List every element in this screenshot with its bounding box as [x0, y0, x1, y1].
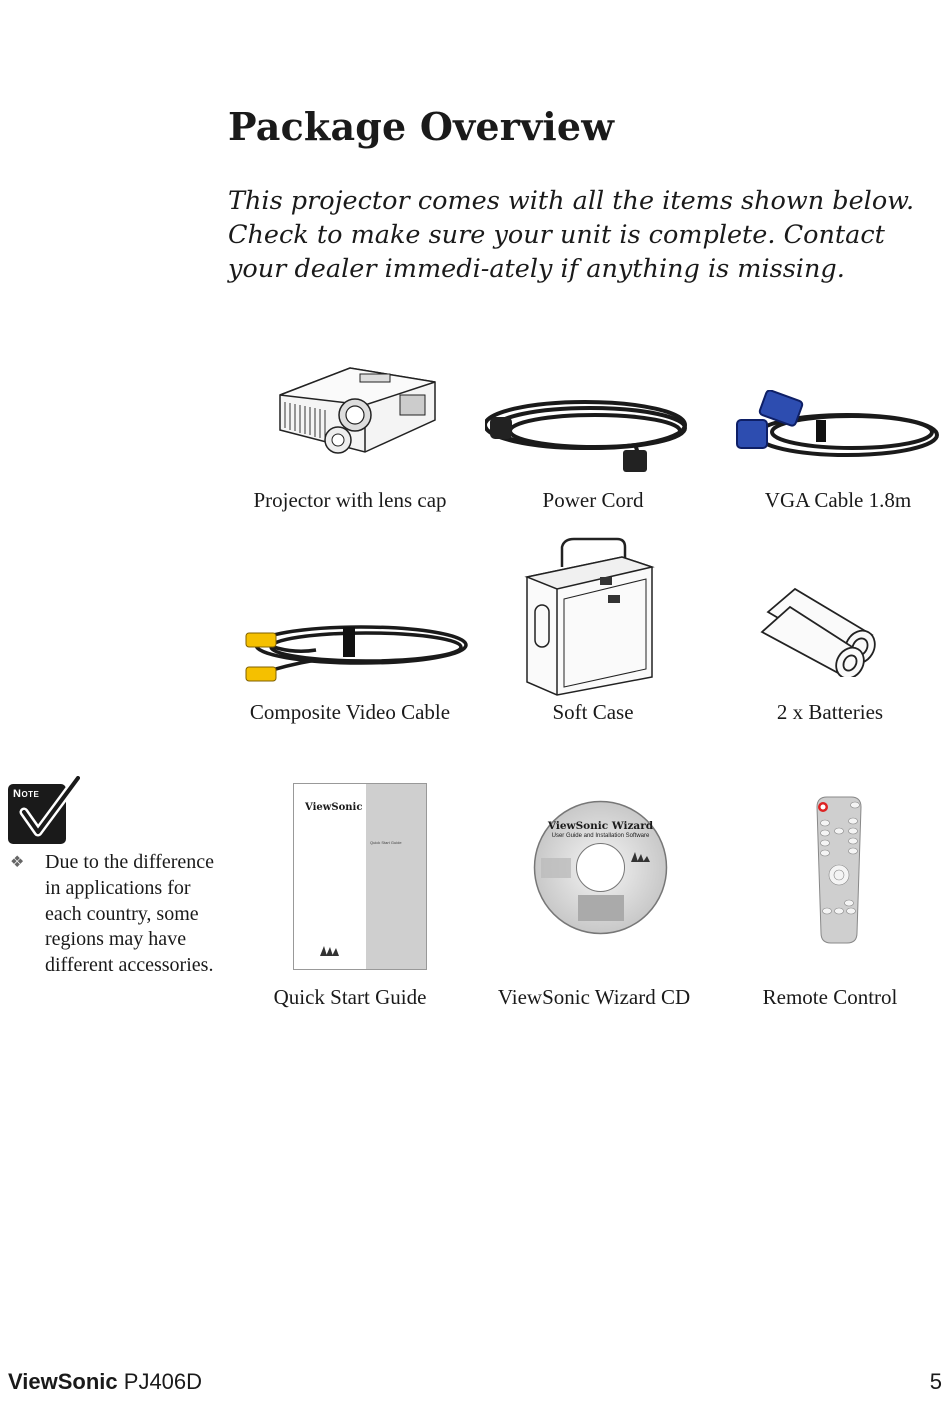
- power-cord-icon: [485, 395, 700, 475]
- cd-icon: [533, 800, 668, 935]
- composite-cable-icon: [236, 615, 474, 687]
- projector-caption: Projector with lens cap: [253, 488, 447, 512]
- power-cord-caption: Power Cord: [542, 488, 644, 512]
- page-number: 5: [929, 1369, 942, 1394]
- remote-control-caption: Remote Control: [762, 985, 898, 1009]
- guide-subtitle: Quick Start Guide: [370, 840, 402, 845]
- note-checkmark-icon: [16, 776, 80, 840]
- footer-brand: [8, 1369, 202, 1395]
- footer-brand-name: ViewSonic: [8, 1369, 118, 1394]
- diamond-bullet-icon: ❖: [10, 852, 25, 871]
- viewsonic-birds-icon: [318, 944, 340, 958]
- cd-caption: ViewSonic Wizard CD: [497, 985, 691, 1009]
- batteries-icon: [760, 577, 885, 677]
- note-badge-label: Note: [13, 788, 40, 800]
- cd-brand: ViewSonic: [547, 820, 609, 832]
- cd-subtitle: User Guide and Installation Software: [551, 833, 650, 839]
- guide-brand: ViewSonic: [305, 802, 363, 813]
- vga-cable-icon: [732, 390, 942, 470]
- cd-title: Wizard: [611, 820, 654, 832]
- soft-case-caption: Soft Case: [552, 700, 634, 724]
- note-text: Due to the difference in applications for each country, some regions may have different accessories.: [45, 851, 214, 977]
- footer-model: PJ406D: [123, 1369, 203, 1394]
- page-title: Package Overview: [228, 104, 615, 149]
- batteries-caption: 2 x Batteries: [776, 700, 884, 724]
- intro-paragraph: This projector comes with all the items shown below. Check to make sure your unit is complete. Contact your dealer immedi-ately if anything is missing.: [228, 186, 915, 284]
- soft-case-icon: [522, 537, 657, 697]
- vga-cable-caption: VGA Cable 1.8m: [764, 488, 912, 512]
- guide-booklet-icon: [293, 783, 427, 970]
- guide-caption: Quick Start Guide: [273, 985, 427, 1009]
- composite-cable-caption: Composite Video Cable: [249, 700, 451, 724]
- projector-icon: [270, 360, 440, 460]
- note-badge: [8, 776, 80, 846]
- remote-control-icon: [813, 795, 865, 945]
